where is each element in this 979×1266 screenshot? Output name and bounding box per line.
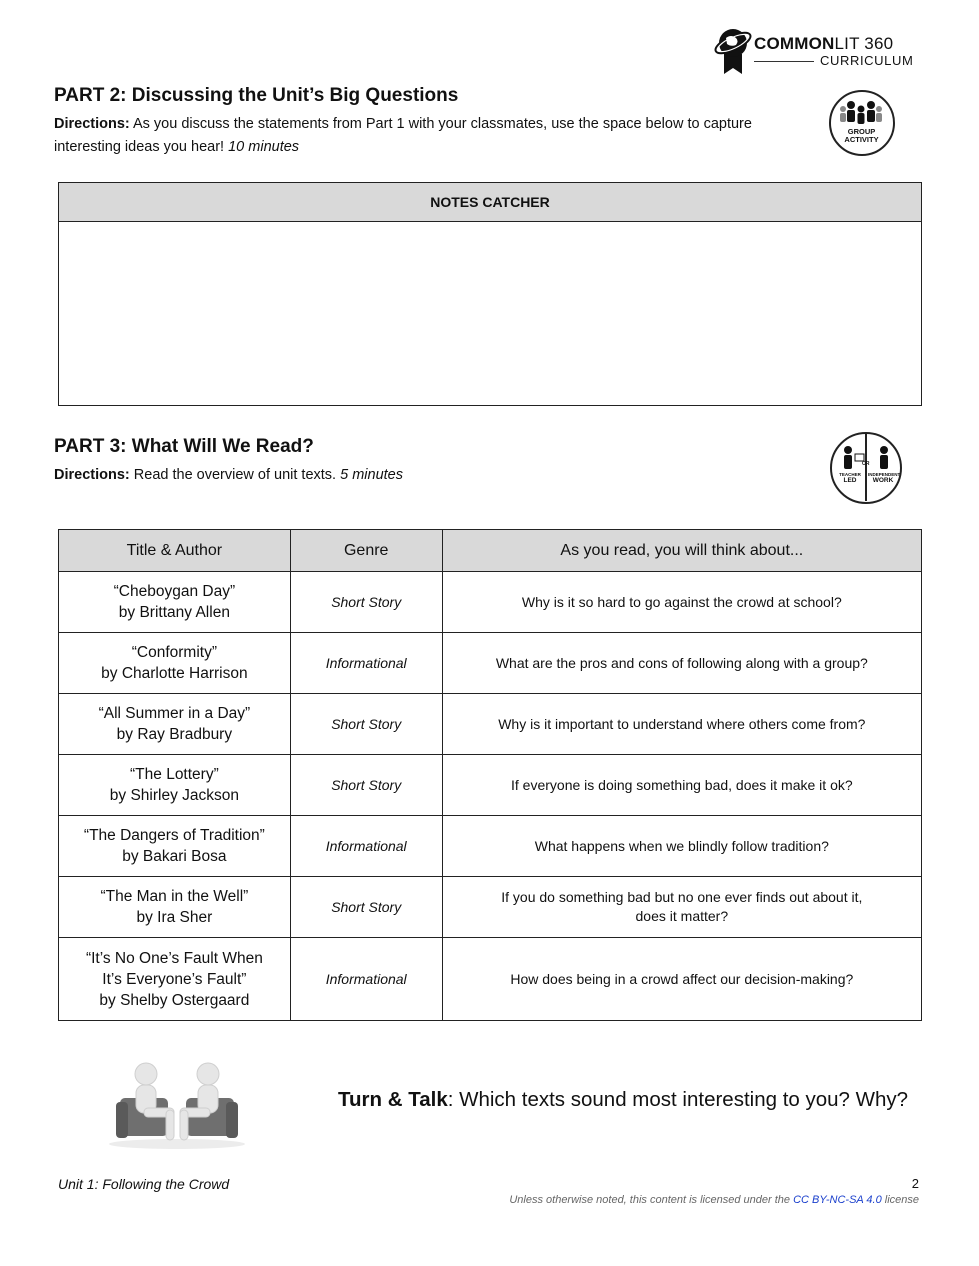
- table-row: [59, 816, 922, 877]
- independent-work-label: INDEPENDENT WORK: [868, 472, 901, 484]
- header-genre: Genre: [290, 530, 442, 572]
- title-cell: “The Lottery” by Shirley Jackson: [59, 755, 291, 816]
- title-cell: “It’s No One’s Fault When It’s Everyone’s Fault” by Shelby Ostergaard: [59, 938, 291, 1021]
- table-row: [59, 694, 922, 755]
- footer-unit-title: Unit 1: Following the Crowd: [58, 1176, 230, 1192]
- table-row: [59, 938, 922, 1021]
- genre-cell: Informational: [290, 938, 442, 1021]
- part2-directions: Directions: As you discuss the statements from Part 1 with your classmates, use the space below to capture interesting ideas you hear! 10 minutes: [54, 116, 752, 155]
- part3-heading: PART 3: What Will We Read?: [54, 436, 314, 457]
- title-cell: “Cheboygan Day” by Brittany Allen: [59, 572, 291, 633]
- genre-cell: Short Story: [290, 694, 442, 755]
- header-think-about: As you read, you will think about...: [442, 530, 921, 572]
- part2-heading: PART 2: Discussing the Unit’s Big Questions: [54, 85, 459, 106]
- turn-and-talk-prompt: Turn & Talk: Which texts sound most interesting to you? Why?: [338, 1088, 909, 1111]
- notes-catcher-header: NOTES CATCHER: [59, 183, 921, 222]
- notes-catcher-box[interactable]: [58, 182, 922, 406]
- brand-name: COMMONLIT 360: [754, 34, 894, 53]
- license-note: Unless otherwise noted, this content is licensed under the CC BY-NC-SA 4.0 license: [509, 1194, 919, 1206]
- unit-texts-table: [58, 529, 922, 1021]
- license-link[interactable]: CC BY-NC-SA 4.0: [793, 1194, 882, 1206]
- think-cell: Why is it so hard to go against the crowd at school?: [442, 572, 921, 633]
- think-cell: If everyone is doing something bad, does it make it ok?: [442, 755, 921, 816]
- think-cell: What are the pros and cons of following along with a group?: [442, 633, 921, 694]
- table-row: [59, 633, 922, 694]
- table-row: [59, 755, 922, 816]
- genre-cell: Short Story: [290, 755, 442, 816]
- title-cell: “Conformity” by Charlotte Harrison: [59, 633, 291, 694]
- title-cell: “The Dangers of Tradition” by Bakari Bosa: [59, 816, 291, 877]
- globe-ribbon-icon: [714, 26, 752, 76]
- genre-cell: Informational: [290, 816, 442, 877]
- teacher-or-independent-badge: [830, 432, 902, 504]
- header-title-author: Title & Author: [59, 530, 291, 572]
- think-cell: If you do something bad but no one ever finds out about it, does it matter?: [442, 877, 921, 938]
- title-cell: “All Summer in a Day” by Ray Bradbury: [59, 694, 291, 755]
- think-cell: How does being in a crowd affect our decision-making?: [442, 938, 921, 1021]
- page-number: 2: [911, 1176, 919, 1191]
- brand-sub: CURRICULUM: [820, 53, 914, 68]
- brand-divider: [754, 61, 814, 62]
- table-row: [59, 572, 922, 633]
- genre-cell: Short Story: [290, 877, 442, 938]
- student-icon: [872, 444, 896, 474]
- commonlit-logo: [714, 26, 924, 76]
- group-activity-badge: [829, 90, 895, 156]
- teacher-led-label: TEACHER LED: [839, 472, 861, 484]
- two-people-talking-illustration: [106, 1058, 248, 1150]
- teacher-icon: [838, 444, 866, 474]
- genre-cell: Short Story: [290, 572, 442, 633]
- group-activity-label: GROUP ACTIVITY: [844, 127, 879, 144]
- badge-or: OR: [862, 461, 870, 467]
- think-cell: What happens when we blindly follow tradition?: [442, 816, 921, 877]
- title-cell: “The Man in the Well” by Ira Sher: [59, 877, 291, 938]
- genre-cell: Informational: [290, 633, 442, 694]
- part3-directions: Directions: Read the overview of unit texts. 5 minutes: [54, 467, 403, 483]
- table-row: [59, 877, 922, 938]
- think-cell: Why is it important to understand where others come from?: [442, 694, 921, 755]
